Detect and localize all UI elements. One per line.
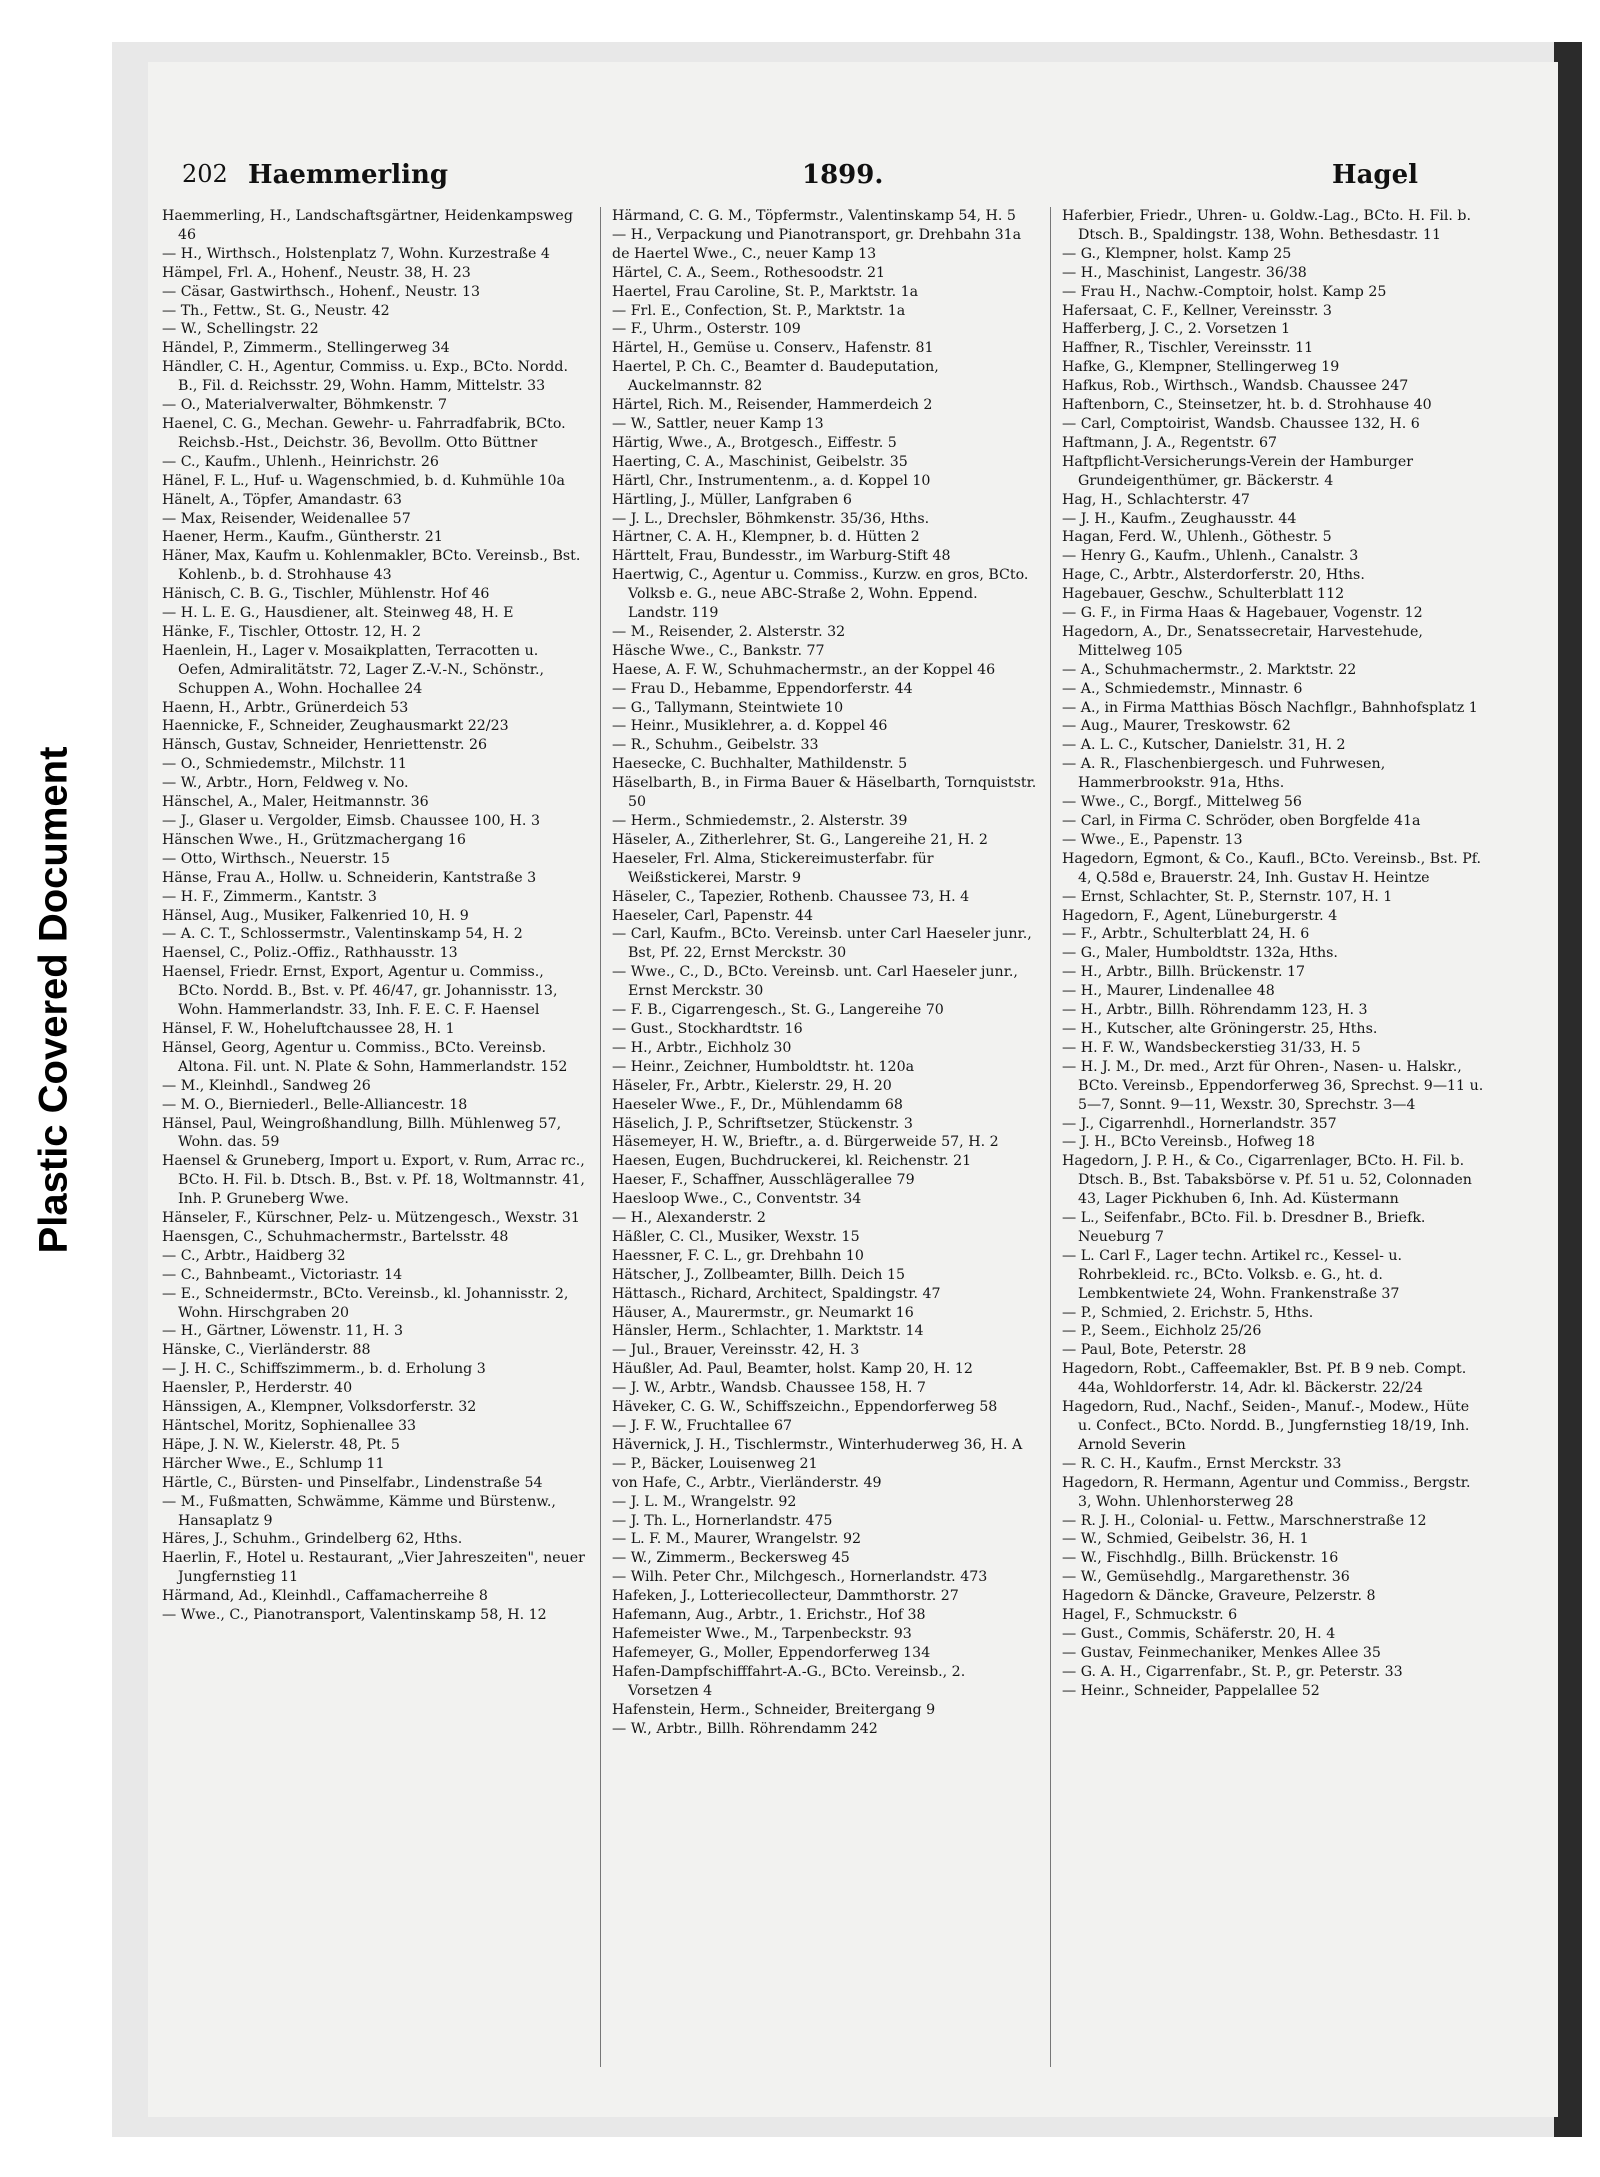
directory-entry: — M. O., Bierniederl., Belle-Alliancestr. 18 (162, 1096, 468, 1113)
directory-entry: — J., Cigarrenhdl., Hornerlandstr. 357 (1062, 1115, 1337, 1132)
directory-entry: Härmand, C. G. M., Töpfermstr., Valentinskamp 54, H. 5 (612, 208, 1016, 224)
directory-entry: Haensel, C., Poliz.-Offiz., Rathhausstr. 13 (162, 945, 458, 962)
directory-entry: — H. F., Zimmerm., Kantstr. 3 (162, 888, 377, 905)
directory-entry: — Jul., Brauer, Vereinsstr. 42, H. 3 (612, 1342, 860, 1359)
directory-entry: Hagebauer, Geschw., Schulterblatt 112 (1062, 586, 1345, 603)
header-left-word: Haemmerling (248, 160, 449, 190)
directory-entry: Haertwig, C., Agentur u. Commiss., Kurzw. en gros, BCto. Volksb e. G., neue ABC-Straße 2, Wohn. Eppend. Landstr. 119 (612, 567, 1029, 622)
directory-entry: — H., Gärtner, Löwenstr. 11, H. 3 (162, 1323, 404, 1340)
directory-entry: — Paul, Bote, Peterstr. 28 (1062, 1342, 1247, 1359)
header-right-word: Hagel (1332, 160, 1419, 190)
directory-entry: Hättasch., Richard, Architect, Spaldingstr. 47 (612, 1285, 941, 1302)
directory-entry: — F. B., Cigarrengesch., St. G., Langereihe 70 (612, 1002, 944, 1019)
directory-entry: Haessner, F. C. L., gr. Drehbahn 10 (612, 1247, 864, 1264)
directory-entry: — Otto, Wirthsch., Neuerstr. 15 (162, 850, 391, 867)
directory-entry: — Wilh. Peter Chr., Milchgesch., Hornerlandstr. 473 (612, 1569, 988, 1586)
directory-entry: — A., Schuhmachermstr., 2. Marktstr. 22 (1062, 661, 1357, 678)
directory-entry: — W., Arbtr., Horn, Feldweg v. No. (162, 775, 409, 792)
directory-entry: — J. L., Drechsler, Böhmkenstr. 35/36, Hths. (612, 510, 930, 527)
directory-entry: — J. H. C., Schiffszimmerm., b. d. Erholung 3 (162, 1361, 486, 1378)
directory-entry: — G. F., in Firma Haas & Hagebauer, Vogenstr. 12 (1062, 605, 1423, 622)
directory-entry: — J. Th. L., Hornerlandstr. 475 (612, 1512, 833, 1529)
directory-entry: — W., Gemüsehdlg., Margarethenstr. 36 (1062, 1569, 1350, 1586)
directory-entry: — M., Fußmatten, Schwämme, Kämme und Bürstenw., Hansaplatz 9 (162, 1493, 556, 1529)
directory-entry: Haenn, H., Arbtr., Grünerdeich 53 (162, 699, 409, 716)
directory-entry: — Henry G., Kaufm., Uhlenh., Canalstr. 3 (1062, 548, 1359, 565)
directory-entry: — A., in Firma Matthias Bösch Nachflgr., Bahnhofsplatz 1 (1062, 699, 1478, 716)
directory-entry: — Heinr., Musiklehrer, a. d. Koppel 46 (612, 718, 888, 735)
directory-entry: — C., Bahnbeamt., Victoriastr. 14 (162, 1266, 403, 1283)
column-divider (600, 207, 601, 2067)
directory-entry: — L. Carl F., Lager techn. Artikel rc., Kessel- u. Rohrbekleid. rc., BCto. Volksb. e. G., ht. d. Lembkentwiete 24, Wohn. Frankenstraße 37 (1062, 1247, 1403, 1302)
directory-entry: von Hafe, C., Arbtr., Vierländerstr. 49 (612, 1474, 882, 1491)
directory-entry: — H., Maschinist, Langestr. 36/38 (1062, 264, 1307, 281)
directory-entry: — H., Kutscher, alte Gröningerstr. 25, Hths. (1062, 1020, 1378, 1037)
directory-entry: Haftmann, J. A., Regentstr. 67 (1062, 434, 1278, 451)
directory-entry: — H., Wirthsch., Holstenplatz 7, Wohn. Kurzestraße 4 (162, 245, 550, 262)
directory-entry: Haener, Herm., Kaufm., Güntherstr. 21 (162, 529, 443, 546)
directory-entry: Hätscher, J., Zollbeamter, Billh. Deich 15 (612, 1266, 906, 1283)
directory-entry: Häußler, Ad. Paul, Beamter, holst. Kamp 20, H. 12 (612, 1361, 973, 1378)
side-banner-label: Plastic Covered Document (31, 746, 76, 1254)
directory-entry: — G., Klempner, holst. Kamp 25 (1062, 245, 1292, 262)
directory-entry: — G., Maler, Humboldtstr. 132a, Hths. (1062, 945, 1338, 962)
directory-entry: Härtel, C. A., Seem., Rothesoodstr. 21 (612, 264, 886, 281)
directory-entry: Hafke, G., Klempner, Stellingerweg 19 (1062, 359, 1340, 376)
directory-entry: Hafferberg, J. C., 2. Vorsetzen 1 (1062, 321, 1291, 338)
directory-entry: Haesen, Eugen, Buchdruckerei, kl. Reichenstr. 21 (612, 1153, 972, 1170)
directory-entry: Hänsel, Paul, Weingroßhandlung, Billh. Mühlenweg 57, Wohn. das. 59 (162, 1115, 562, 1151)
directory-entry: Häselbarth, B., in Firma Bauer & Häselbarth, Tornquiststr. 50 (612, 775, 1037, 811)
directory-entry: Hänske, C., Vierländerstr. 88 (162, 1342, 371, 1359)
directory-entry: — A. L. C., Kutscher, Danielstr. 31, H. 2 (1062, 737, 1346, 754)
directory-entry: de Haertel Wwe., C., neuer Kamp 13 (612, 245, 877, 262)
directory-entry: — W., Sattler, neuer Kamp 13 (612, 415, 824, 432)
directory-entry: Hagedorn & Däncke, Graveure, Pelzerstr. 8 (1062, 1588, 1376, 1605)
directory-entry: — H., Verpackung und Pianotransport, gr. Drehbahn 31a (612, 226, 1022, 243)
directory-entry: — Max, Reisender, Weidenallee 57 (162, 510, 411, 527)
directory-entry: Hagel, F., Schmuckstr. 6 (1062, 1607, 1238, 1624)
directory-entry: Hänelt, A., Töpfer, Amandastr. 63 (162, 491, 402, 508)
directory-entry: Haerting, C. A., Maschinist, Geibelstr. 35 (612, 453, 908, 470)
directory-entry: — F., Arbtr., Schulterblatt 24, H. 6 (1062, 926, 1310, 943)
directory-entry: Hagan, Ferd. W., Uhlenh., Göthestr. 5 (1062, 529, 1332, 546)
directory-entry: Hänseler, F., Kürschner, Pelz- u. Mützengesch., Wexstr. 31 (162, 1210, 580, 1227)
directory-entry: Häntschel, Moritz, Sophienallee 33 (162, 1418, 417, 1434)
directory-entry: — R. J. H., Colonial- u. Fettw., Marschnerstraße 12 (1062, 1512, 1427, 1529)
directory-entry: Hänke, F., Tischler, Ottostr. 12, H. 2 (162, 623, 421, 640)
directory-entry: Haennicke, F., Schneider, Zeughausmarkt 22/23 (162, 718, 509, 735)
directory-entry: Häveker, C. G. W., Schiffszeichn., Eppendorferweg 58 (612, 1399, 998, 1416)
directory-entry: Hagedorn, Egmont, & Co., Kaufl., BCto. Vereinsb., Bst. Pf. 4, Q.58d e, Brauerstr. 24, Inh. Gustav H. Heintze (1062, 850, 1482, 886)
directory-entry: — Th., Fettw., St. G., Neustr. 42 (162, 302, 390, 319)
directory-entry: Hafersaat, C. F., Kellner, Vereinsstr. 3 (1062, 302, 1332, 319)
directory-entry: Haerlin, F., Hotel u. Restaurant, „Vier Jahreszeiten", neuer Jungfernstieg 11 (162, 1550, 585, 1586)
directory-entry: — W., Zimmerm., Beckersweg 45 (612, 1550, 850, 1567)
directory-entry: — J. F. W., Fruchtallee 67 (612, 1418, 793, 1434)
directory-entry: Härttelt, Frau, Bundesstr., im Warburg-Stift 48 (612, 548, 951, 565)
directory-entry: Hafemeister Wwe., M., Tarpenbeckstr. 93 (612, 1625, 912, 1642)
directory-entry: — Carl, in Firma C. Schröder, oben Borgfelde 41a (1062, 813, 1421, 829)
directory-entry: Haffner, R., Tischler, Vereinsstr. 11 (1062, 340, 1314, 357)
directory-entry: Haemmerling, H., Landschaftsgärtner, Heidenkampsweg 46 (162, 208, 573, 243)
directory-entry: — H. F. W., Wandsbeckerstieg 31/33, H. 5 (1062, 1039, 1361, 1056)
directory-entry: Hänssigen, A., Klempner, Volksdorferstr. 32 (162, 1399, 477, 1416)
directory-entry: Hagedorn, J. P. H., & Co., Cigarrenlager, BCto. H. Fil. b. Dtsch. B., Bst. Tabaksbörse v. Pf. 51 u. 52, Colonnaden 43, Lager Pickhuben 6, Inh. Ad. Küstermann (1062, 1153, 1472, 1208)
directory-entry: — W., Arbtr., Billh. Röhrendamm 242 (612, 1720, 878, 1737)
directory-entry: Häner, Max, Kaufm u. Kohlenmakler, BCto. Vereinsb., Bst. Kohlenb., b. d. Strohhause 43 (162, 548, 581, 584)
directory-entry: Hänel, F. L., Huf- u. Wagenschmied, b. d. Kuhmühle 10a (162, 472, 565, 489)
directory-entry: Häpe, J. N. W., Kielerstr. 48, Pt. 5 (162, 1436, 400, 1453)
directory-entry: Häßler, C. Cl., Musiker, Wexstr. 15 (612, 1228, 860, 1245)
directory-entry: — Herm., Schmiedemstr., 2. Alsterstr. 39 (612, 813, 908, 829)
directory-entry: — Wwe., C., Borgf., Mittelweg 56 (1062, 794, 1302, 811)
directory-entry: Hag, H., Schlachterstr. 47 (1062, 491, 1250, 508)
directory-entry: — Gust., Stockhardtstr. 16 (612, 1020, 803, 1037)
directory-entry: Hagedorn, R. Hermann, Agentur und Commiss., Bergstr. 3, Wohn. Uhlenhorsterweg 28 (1062, 1474, 1471, 1510)
directory-entry: Haftenborn, C., Steinsetzer, ht. b. d. Strohhause 40 (1062, 397, 1432, 414)
directory-entry: — J. L. M., Wrangelstr. 92 (612, 1493, 797, 1510)
column-divider (1050, 207, 1051, 2067)
side-banner (0, 0, 108, 2177)
directory-entry: — Frau D., Hebamme, Eppendorferstr. 44 (612, 680, 913, 697)
directory-entry: Haesloop Wwe., C., Conventstr. 34 (612, 1191, 862, 1208)
directory-entry: Hävernick, J. H., Tischlermstr., Winterhuderweg 36, H. A (612, 1436, 1023, 1453)
scan-dark-edge (1554, 42, 1582, 2137)
directory-entry: — C., Kaufm., Uhlenh., Heinrichstr. 26 (162, 453, 439, 470)
directory-entry: — Gustav, Feinmechaniker, Menkes Allee 35 (1062, 1644, 1381, 1661)
directory-entry: — J. H., BCto Vereinsb., Hofweg 18 (1062, 1134, 1315, 1151)
directory-entry: Härtig, Wwe., A., Brotgesch., Eiffestr. 5 (612, 434, 897, 451)
directory-entry: — Frau H., Nachw.-Comptoir, holst. Kamp 25 (1062, 283, 1387, 300)
directory-entry: Hafenstein, Herm., Schneider, Breitergang 9 (612, 1701, 936, 1718)
directory-entry: Häseler, C., Tapezier, Rothenb. Chaussee 73, H. 4 (612, 888, 970, 905)
directory-entry: Haferbier, Friedr., Uhren- u. Goldw.-Lag., BCto. H. Fil. b. Dtsch. B., Spaldingstr. 138, Wohn. Bethesdastr. 11 (1062, 208, 1472, 243)
directory-entry: — Heinr., Zeichner, Humboldtstr. ht. 120a (612, 1058, 915, 1075)
directory-entry: Haensler, P., Herderstr. 40 (162, 1380, 353, 1397)
directory-entry: Hämpel, Frl. A., Hohenf., Neustr. 38, H. 23 (162, 264, 471, 281)
directory-entry: Haftpflicht-Versicherungs-Verein der Hamburger Grundeigenthümer, gr. Bäckerstr. 4 (1062, 453, 1414, 489)
directory-entry: — W., Schmied, Geibelstr. 36, H. 1 (1062, 1531, 1309, 1548)
directory-entry: Hagedorn, Rud., Nachf., Seiden-, Manuf.-, Modew., Hüte u. Confect., BCto. Nordd. B., Jungfernstieg 18/19, Inh. Arnold Severin (1062, 1399, 1470, 1453)
directory-entry: — Wwe., C., Pianotransport, Valentinskamp 58, H. 12 (162, 1607, 547, 1624)
directory-entry: — Wwe., C., D., BCto. Vereinsb. unt. Carl Haeseler junr., Ernst Merckstr. 30 (612, 964, 1018, 1000)
directory-column-left (162, 207, 587, 2067)
directory-entry: — H. J. M., Dr. med., Arzt für Ohren-, Nasen- u. Halskr., BCto. Vereinsb., Eppendorferweg 36, Sprechst. 9—11 u. 5—7, Sonnt. 9—11, Wexstr. 30, Sprechstr. 3—4 (1062, 1058, 1484, 1113)
directory-entry: Häseler, A., Zitherlehrer, St. G., Langereihe 21, H. 2 (612, 831, 988, 848)
directory-entry: Hafemeyer, G., Moller, Eppendorferweg 134 (612, 1644, 931, 1661)
directory-column-middle (612, 207, 1037, 2067)
directory-entry: Hänisch, C. B. G., Tischler, Mühlenstr. Hof 46 (162, 586, 490, 603)
directory-entry: Härtel, Rich. M., Reisender, Hammerdeich 2 (612, 397, 933, 414)
directory-entry: — R. C. H., Kaufm., Ernst Merckstr. 33 (1062, 1455, 1342, 1472)
directory-entry: Hagedorn, A., Dr., Senatssecretair, Harvestehude, Mittelweg 105 (1062, 623, 1423, 659)
directory-entry: — Wwe., E., Papenstr. 13 (1062, 831, 1243, 848)
directory-entry: Hafen-Dampfschifffahrt-A.-G., BCto. Vereinsb., 2. Vorsetzen 4 (612, 1663, 966, 1699)
directory-entry: — F., Uhrm., Osterstr. 109 (612, 321, 801, 338)
directory-entry: — H., Arbtr., Eichholz 30 (612, 1039, 792, 1056)
directory-entry: Hänse, Frau A., Hollw. u. Schneiderin, Kantstraße 3 (162, 869, 537, 886)
directory-entry: Händel, P., Zimmerm., Stellingerweg 34 (162, 340, 450, 357)
directory-entry: Härtling, J., Müller, Lanfgraben 6 (612, 491, 852, 508)
directory-entry: — M., Kleinhdl., Sandweg 26 (162, 1077, 371, 1094)
directory-entry: — H. L. E. G., Hausdiener, alt. Steinweg 48, H. E (162, 605, 514, 622)
directory-entry: Härtl, Chr., Instrumentenm., a. d. Koppel 10 (612, 472, 931, 489)
directory-entry: Hafeken, J., Lotteriecollecteur, Dammthorstr. 27 (612, 1588, 959, 1605)
directory-entry: Haenel, C. G., Mechan. Gewehr- u. Fahrradfabrik, BCto. Reichsb.-Hst., Deichstr. 36, Bevollm. Otto Büttner (162, 415, 566, 451)
directory-entry: — A. C. T., Schlossermstr., Valentinskamp 54, H. 2 (162, 926, 523, 943)
directory-entry: Härtel, H., Gemüse u. Conserv., Hafenstr. 81 (612, 340, 934, 357)
directory-entry: — C., Arbtr., Haidberg 32 (162, 1247, 346, 1264)
directory-entry: — Carl, Comptoirist, Wandsb. Chaussee 132, H. 6 (1062, 415, 1420, 432)
directory-entry: — Carl, Kaufm., BCto. Vereinsb. unter Carl Haeseler junr., Bst, Pf. 22, Ernst Merckstr. 30 (612, 926, 1032, 962)
directory-entry: — O., Schmiedemstr., Milchstr. 11 (162, 756, 407, 773)
directory-entry: Haeseler, Carl, Papenstr. 44 (612, 907, 813, 924)
directory-entry: — E., Schneidermstr., BCto. Vereinsb., kl. Johannisstr. 2, Wohn. Hirschgraben 20 (162, 1285, 569, 1321)
directory-entry: — R., Schuhm., Geibelstr. 33 (612, 737, 819, 754)
directory-entry: Hänschel, A., Maler, Heitmannstr. 36 (162, 794, 429, 811)
directory-entry: Haertel, Frau Caroline, St. P., Marktstr. 1a (612, 283, 919, 300)
directory-entry: — W., Fischhdlg., Billh. Brückenstr. 16 (1062, 1550, 1339, 1567)
directory-entry: Häsemeyer, H. W., Brieftr., a. d. Bürgerweide 57, H. 2 (612, 1134, 999, 1151)
directory-entry: — Gust., Commis, Schäferstr. 20, H. 4 (1062, 1625, 1336, 1642)
directory-entry: Hänsel, Aug., Musiker, Falkenried 10, H. 9 (162, 907, 469, 924)
directory-entry: Härmand, Ad., Kleinhdl., Caffamacherreihe 8 (162, 1588, 488, 1605)
directory-entry: — G. A. H., Cigarrenfabr., St. P., gr. Peterstr. 33 (1062, 1663, 1403, 1680)
directory-entry: Hafemann, Aug., Arbtr., 1. Erichstr., Hof 38 (612, 1607, 926, 1624)
directory-entry: Haeser, F., Schaffner, Ausschlägerallee 79 (612, 1172, 915, 1189)
directory-entry: — H., Arbtr., Billh. Röhrendamm 123, H. 3 (1062, 1002, 1368, 1019)
directory-entry: — Frl. E., Confection, St. P., Marktstr. 1a (612, 302, 906, 319)
page-number: 202 (182, 160, 228, 188)
scanned-page (112, 42, 1582, 2137)
directory-entry: Haenlein, H., Lager v. Mosaikplatten, Terracotten u. Oefen, Admiralitätstr. 72, Lager Z.-V.-N., Schönstr., Schuppen A., Wohn. Hochallee 24 (162, 642, 544, 697)
directory-entry: Hänschen Wwe., H., Grützmachergang 16 (162, 831, 466, 848)
directory-entry: Hafkus, Rob., Wirthsch., Wandsb. Chaussee 247 (1062, 378, 1409, 395)
directory-entry: — Ernst, Schlachter, St. P., Sternstr. 107, H. 1 (1062, 888, 1393, 905)
page-header (142, 160, 1502, 200)
directory-column-right (1062, 207, 1487, 2067)
directory-entry: Hage, C., Arbtr., Alsterdorferstr. 20, Hths. (1062, 567, 1365, 584)
directory-entry: Haesecke, C. Buchhalter, Mathildenstr. 5 (612, 756, 908, 773)
directory-entry: — Heinr., Schneider, Pappelallee 52 (1062, 1682, 1320, 1699)
directory-entry: — L., Seifenfabr., BCto. Fil. b. Dresdner B., Briefk. Neueburg 7 (1062, 1210, 1426, 1245)
directory-entry: Hänsler, Herm., Schlachter, 1. Marktstr. 14 (612, 1323, 924, 1340)
directory-entry: — H., Maurer, Lindenallee 48 (1062, 983, 1275, 1000)
directory-entry: Häsche Wwe., C., Bankstr. 77 (612, 642, 825, 659)
directory-entry: — M., Reisender, 2. Alsterstr. 32 (612, 623, 846, 640)
directory-entry: Haese, A. F. W., Schuhmachermstr., an der Koppel 46 (612, 661, 996, 678)
directory-entry: Hänsch, Gustav, Schneider, Henriettenstr. 26 (162, 737, 488, 754)
directory-entry: Hagedorn, F., Agent, Lüneburgerstr. 4 (1062, 907, 1338, 924)
directory-entry: Haeseler, Frl. Alma, Stickereimusterfabr. für Weißstickerei, Marstr. 9 (612, 850, 934, 886)
directory-entry: Hänsel, F. W., Hoheluftchaussee 28, H. 1 (162, 1020, 455, 1037)
directory-entry: Häseler, Fr., Arbtr., Kielerstr. 29, H. 20 (612, 1077, 892, 1094)
directory-entry: — J., Glaser u. Vergolder, Eimsb. Chaussee 100, H. 3 (162, 813, 540, 829)
directory-entry: Haertel, P. Ch. C., Beamter d. Baudeputation, Auckelmannstr. 82 (612, 359, 939, 395)
directory-entry: — Cäsar, Gastwirthsch., Hohenf., Neustr. 13 (162, 283, 481, 300)
directory-entry: Häres, J., Schuhm., Grindelberg 62, Hths. (162, 1531, 463, 1548)
directory-entry: Händler, C. H., Agentur, Commiss. u. Exp., BCto. Nordd. B., Fil. d. Reichsstr. 29, Wohn. Hamm, Mittelstr. 33 (162, 359, 568, 395)
directory-entry: Härcher Wwe., E., Schlump 11 (162, 1455, 385, 1472)
directory-entry: Häuser, A., Maurermstr., gr. Neumarkt 16 (612, 1304, 914, 1321)
directory-entry: — J. H., Kaufm., Zeughausstr. 44 (1062, 510, 1297, 527)
directory-entry: Härtle, C., Bürsten- und Pinselfabr., Lindenstraße 54 (162, 1474, 543, 1491)
directory-entry: — H., Arbtr., Billh. Brückenstr. 17 (1062, 964, 1306, 981)
directory-entry: Haensel & Gruneberg, Import u. Export, v. Rum, Arrac rc., BCto. H. Fil. b. Dtsch. B., Bst. v. Pf. 18, Woltmannstr. 41, Inh. P. Gruneberg Wwe. (162, 1153, 585, 1208)
directory-entry: — P., Schmied, 2. Erichstr. 5, Hths. (1062, 1304, 1314, 1321)
directory-entry: Hänsel, Georg, Agentur u. Commiss., BCto. Vereinsb. Altona. Fil. unt. N. Plate & Sohn, Hammerlandstr. 152 (162, 1039, 568, 1075)
directory-entry: — P., Bäcker, Louisenweg 21 (612, 1455, 818, 1472)
directory-entry: Haensgen, C., Schuhmachermstr., Bartelsstr. 48 (162, 1228, 509, 1245)
directory-entry: Haeseler Wwe., F., Dr., Mühlendamm 68 (612, 1096, 903, 1113)
directory-entry: — P., Seem., Eichholz 25/26 (1062, 1323, 1262, 1340)
directory-entry: — H., Alexanderstr. 2 (612, 1210, 766, 1227)
directory-entry: — J. W., Arbtr., Wandsb. Chaussee 158, H. 7 (612, 1380, 926, 1397)
directory-entry: — Aug., Maurer, Treskowstr. 62 (1062, 718, 1291, 735)
directory-entry: — G., Tallymann, Steintwiete 10 (612, 699, 844, 716)
directory-entry: Härtner, C. A. H., Klempner, b. d. Hütten 2 (612, 529, 920, 546)
directory-entry: — A., Schmiedemstr., Minnastr. 6 (1062, 680, 1303, 697)
directory-entry: Haensel, Friedr. Ernst, Export, Agentur u. Commiss., BCto. Nordd. B., Bst. v. Pf. 46/47, gr. Johannisstr. 13, Wohn. Hammerlandstr. 33, Inh. F. E. C. F. Haensel (162, 964, 558, 1019)
directory-entry: Häselich, J. P., Schriftsetzer, Stückenstr. 3 (612, 1115, 913, 1132)
header-year: 1899. (802, 160, 884, 190)
directory-entry: Hagedorn, Robt., Caffeemakler, Bst. Pf. B 9 neb. Compt. 44a, Wohldorferstr. 14, Adr. kl. Bäckerstr. 22/24 (1062, 1361, 1467, 1397)
directory-entry: — A. R., Flaschenbiergesch. und Fuhrwesen, Hammerbrookstr. 91a, Hths. (1062, 756, 1386, 792)
directory-entry: — W., Schellingstr. 22 (162, 321, 319, 338)
directory-entry: — L. F. M., Maurer, Wrangelstr. 92 (612, 1531, 862, 1548)
directory-entry: — O., Materialverwalter, Böhmkenstr. 7 (162, 397, 448, 414)
